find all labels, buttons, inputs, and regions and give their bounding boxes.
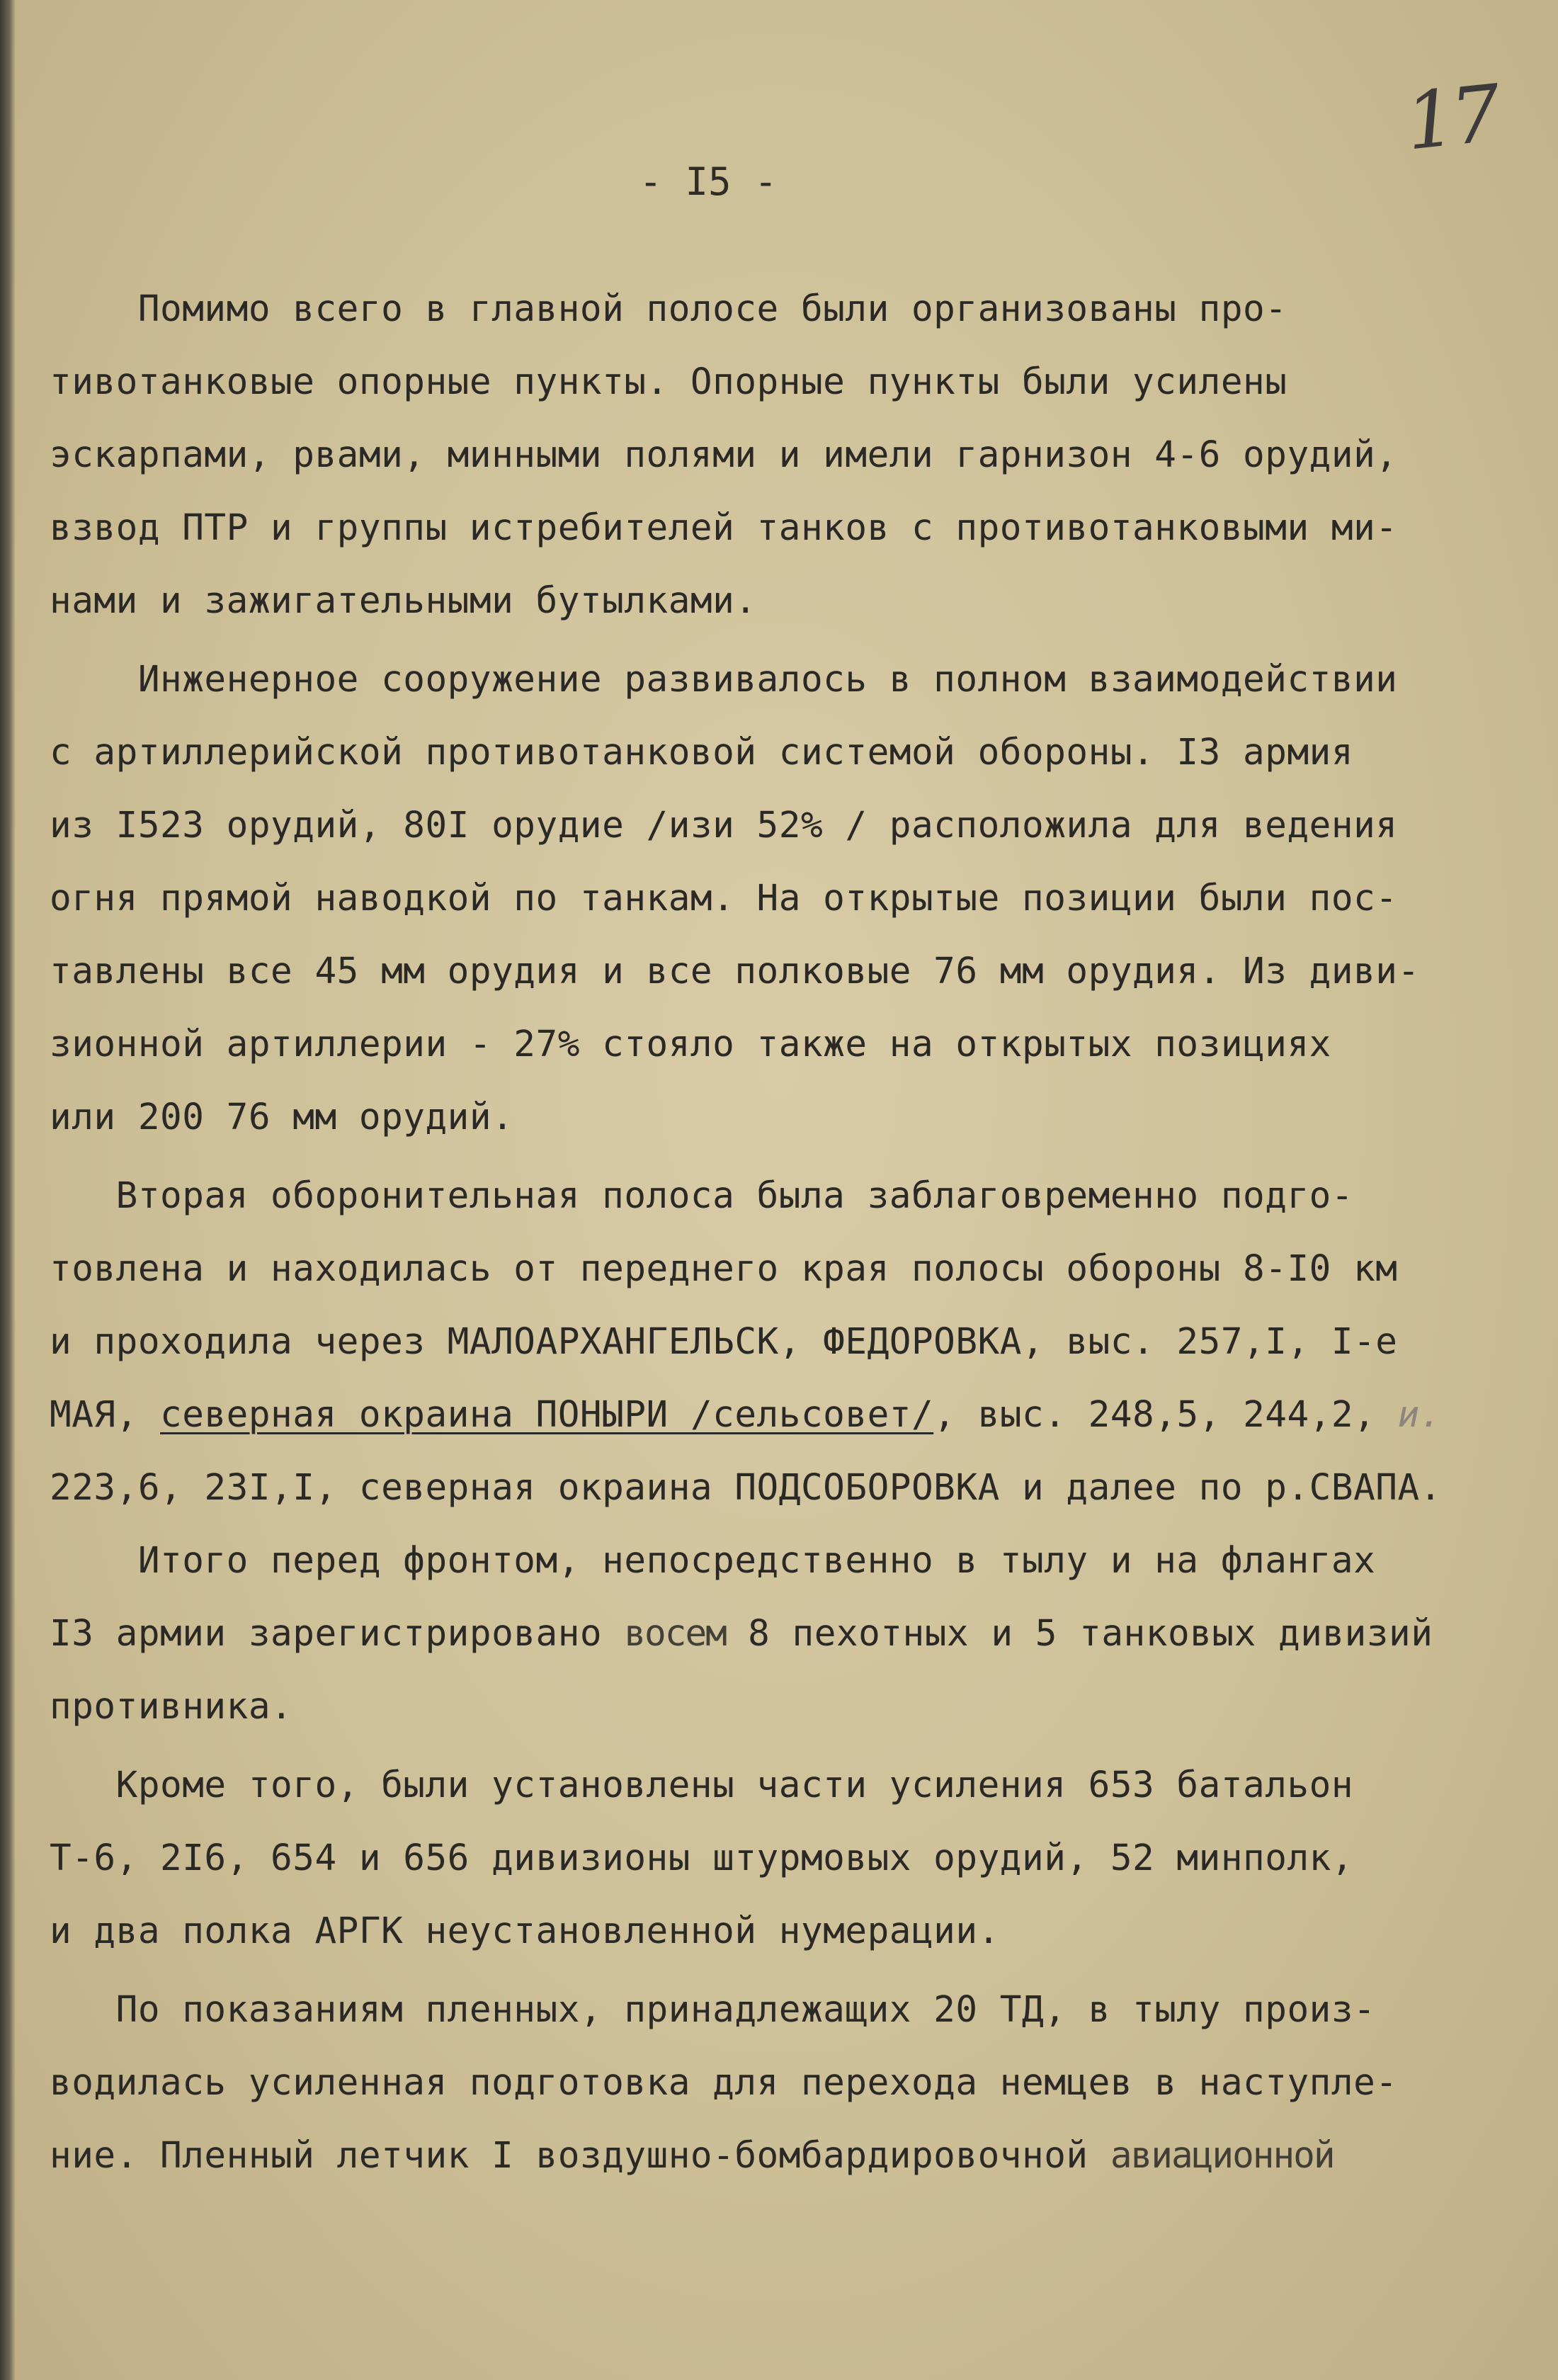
text-line: 223,6, 23I,I, северная окраина ПОДСОБОРОВКА и далее по р.СВАПА. bbox=[50, 1467, 1442, 1509]
text-line: противника. bbox=[50, 1686, 293, 1728]
text-line: Помимо всего в главной полосе были организованы про- bbox=[50, 288, 1287, 330]
page-number: - I5 - bbox=[639, 159, 778, 204]
text-line: Инженерное сооружение развивалось в полном взаимодействии bbox=[50, 659, 1398, 701]
document-body bbox=[50, 273, 1551, 2192]
text-line: взвод ПТР и группы истребителей танков с противотанковыми ми- bbox=[50, 507, 1398, 549]
pencil-annotation: и. bbox=[1397, 1394, 1442, 1436]
struck-out-word: авиационной bbox=[1110, 2135, 1334, 2177]
line-start: ние. Пленный летчик I воздушно-бомбардировочной bbox=[50, 2135, 1088, 2177]
text-line: По показаниям пленных, принадлежащих 20 ТД, в тылу произ- bbox=[50, 1989, 1376, 2031]
line-start: МАЯ, bbox=[50, 1394, 161, 1436]
text-line: Т-6, 2I6, 654 и 656 дивизионы штурмовых орудий, 52 минполк, bbox=[50, 1837, 1354, 1879]
line-start: I3 армии зарегистрировано bbox=[50, 1613, 603, 1655]
text-line: Кроме того, были установлены части усиления 653 батальон bbox=[50, 1764, 1354, 1806]
page-edge-shadow bbox=[0, 0, 16, 2380]
text-line: тавлены все 45 мм орудия и все полковые 76 мм орудия. Из диви- bbox=[50, 951, 1420, 992]
text-line: и два полка АРГК неустановленной нумерации. bbox=[50, 1910, 1000, 1952]
text-line: и проходила через МАЛОАРХАНГЕЛЬСК, ФЕДОРОВКА, выс. 257,I, I-е bbox=[50, 1321, 1398, 1363]
text-line: из I523 орудий, 80I орудие /изи 52% / расположила для ведения bbox=[50, 805, 1398, 846]
text-line: водилась усиленная подготовка для перехода немцев в наступле- bbox=[50, 2062, 1398, 2104]
text-line: Итого перед фронтом, непосредственно в тылу и на флангах bbox=[50, 1540, 1376, 1582]
text-line: Вторая оборонительная полоса была заблаговременно подго- bbox=[50, 1175, 1354, 1217]
text-line: тивотанковые опорные пункты. Опорные пункты были усилены bbox=[50, 361, 1287, 403]
text-line-with-strikeout bbox=[50, 2119, 1551, 2192]
line-end: 8 пехотных и 5 танковых дивизий bbox=[725, 1613, 1433, 1655]
text-line: огня прямой наводкой по танкам. На открытые позиции были пос- bbox=[50, 878, 1398, 919]
paragraph-gap bbox=[50, 638, 1551, 643]
text-line: зионной артиллерии - 27% стояло также на открытых позициях bbox=[50, 1024, 1331, 1065]
text-line: нами и зажигательными бутылками. bbox=[50, 580, 757, 622]
underlined-text: северная окраина ПОНЫРИ /сельсовет/ bbox=[160, 1394, 934, 1436]
text-line: товлена и находилась от переднего края полосы обороны 8-I0 км bbox=[50, 1248, 1398, 1290]
text-line: или 200 76 мм орудий. bbox=[50, 1096, 514, 1138]
struck-out-word: восем bbox=[624, 1613, 726, 1655]
paragraph-gap bbox=[50, 1154, 1551, 1160]
archive-folio-number: 17 bbox=[1401, 67, 1501, 168]
text-line-underlined bbox=[50, 1378, 1551, 1451]
text-line: с артиллерийской противотанковой системой обороны. I3 армия bbox=[50, 732, 1354, 774]
paragraph-gap bbox=[50, 1968, 1551, 1973]
text-line-with-strikeout bbox=[50, 1597, 1551, 1670]
paragraph-gap bbox=[50, 1743, 1551, 1749]
line-end: , выс. 248,5, 244,2, bbox=[933, 1394, 1398, 1436]
text-line: эскарпами, рвами, минными полями и имели гарнизон 4-6 орудий, bbox=[50, 434, 1398, 476]
